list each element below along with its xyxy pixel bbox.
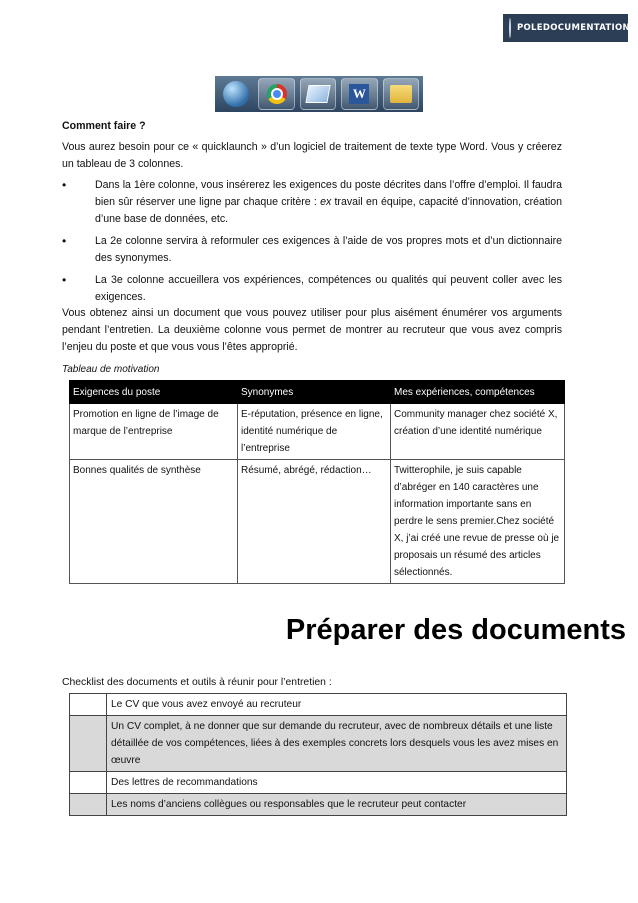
table-cell: Community manager chez société X, création d’une identité numérique xyxy=(391,404,565,460)
poledocumentation-logo xyxy=(503,14,628,42)
table-cell: Des lettres de recommandations xyxy=(107,772,567,794)
table-row xyxy=(70,716,567,772)
list-item: • La 2e colonne servira à reformuler ces exigences à l’aide de vos propres mots et d’un dictionnaire des synonymes. xyxy=(62,233,562,267)
word-icon: W xyxy=(341,78,377,110)
explorer-folder-icon xyxy=(383,78,419,110)
table-row xyxy=(70,404,565,460)
checkbox-cell xyxy=(70,772,107,794)
chrome-icon xyxy=(258,78,294,110)
checkbox-cell xyxy=(70,694,107,716)
intro-paragraph: Vous aurez besoin pour ce « quicklaunch » d’un logiciel de traitement de texte type Word. Vous y créerez un tableau de 3 colonnes. xyxy=(62,141,562,170)
logo-text: POLEDOCUMENTATION xyxy=(517,23,630,33)
aero-window-icon xyxy=(300,78,336,110)
checklist-intro: Checklist des documents et outils à réunir pour l’entretien : xyxy=(62,677,332,688)
table-cell: Bonnes qualités de synthèse xyxy=(70,460,238,584)
column-header: Mes expériences, compétences xyxy=(391,381,565,404)
table-caption: Tableau de motivation xyxy=(62,364,160,375)
table-cell: Twitterophile, je suis capable d’abréger en 140 caractères une information importante sans en perdre le sens premier.Chez société X, j’ai créé une revue de presse où je proposais un résumé des articles sélectionnés. xyxy=(391,460,565,584)
table-row xyxy=(70,460,565,584)
table-cell: Un CV complet, à ne donner que sur demande du recruteur, avec de nombreux détails et une liste détaillée de vos compétences, liées à des exemples concrets lors desquels vous les avez mises en œuvre xyxy=(107,716,567,772)
motivation-table xyxy=(69,380,565,584)
checklist-table xyxy=(69,693,567,816)
globe-icon xyxy=(509,18,511,38)
conclusion-paragraph: Vous obtenez ainsi un document que vous pouvez utiliser pour plus aisément énumérer vos arguments pendant l’entretien. La deuxième colonne vous permet de montrer au recruteur que vous avez compris l’enjeu du poste et que vous vous l’êtes approprié. xyxy=(62,307,562,353)
table-cell: E-réputation, présence en ligne, identité numérique de l’entreprise xyxy=(238,404,391,460)
instruction-list xyxy=(62,177,562,311)
table-cell: Les noms d’anciens collègues ou responsables que le recruteur peut contacter xyxy=(107,794,567,816)
section-heading: Comment faire ? xyxy=(62,120,146,132)
checkbox-cell xyxy=(70,794,107,816)
table-row xyxy=(70,794,567,816)
list-item: • Dans la 1ère colonne, vous insérerez les exigences du poste décrites dans l’offre d’emploi. Il faudra bien sûr réserver une ligne par chaque critère : ex travail en équipe, capacité d’innovation, création d’une base de données, etc. xyxy=(62,177,562,228)
list-item: • La 3e colonne accueillera vos expériences, compétences ou qualités qui peuvent coller avec les exigences. xyxy=(62,272,562,306)
column-header: Exigences du poste xyxy=(70,381,238,404)
column-header: Synonymes xyxy=(238,381,391,404)
page-title: Préparer des documents xyxy=(285,614,626,646)
table-cell: Résumé, abrégé, rédaction… xyxy=(238,460,391,584)
table-cell: Promotion en ligne de l’image de marque de l’entreprise xyxy=(70,404,238,460)
windows-start-icon xyxy=(219,79,253,109)
table-header-row xyxy=(70,381,565,404)
checkbox-cell xyxy=(70,716,107,772)
table-row xyxy=(70,694,567,716)
table-row xyxy=(70,772,567,794)
taskbar-screenshot xyxy=(215,76,423,112)
table-cell: Le CV que vous avez envoyé au recruteur xyxy=(107,694,567,716)
